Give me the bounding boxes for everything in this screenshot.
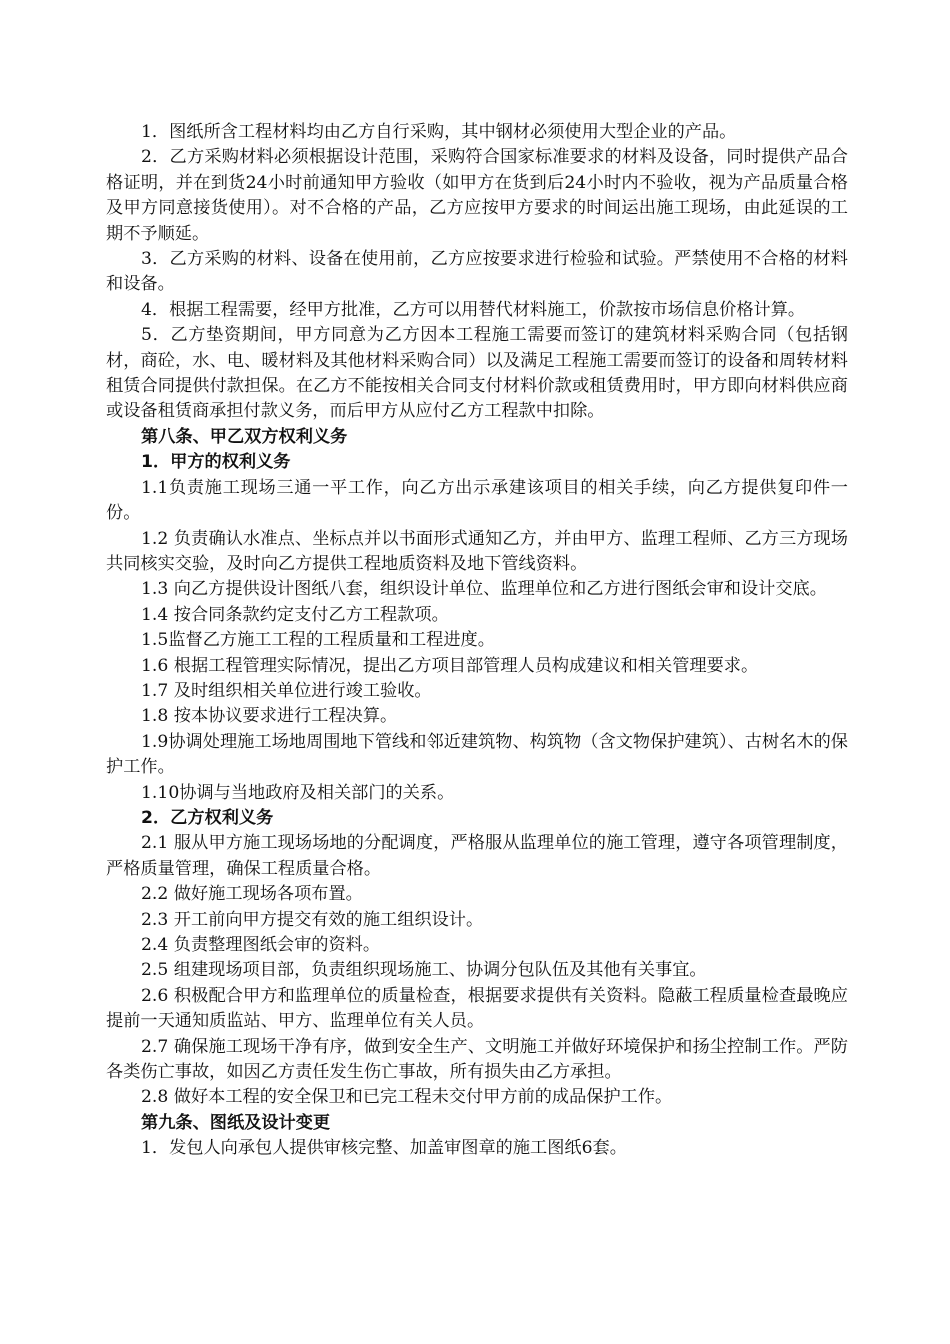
subsection-heading: 2．乙方权利义务 <box>141 807 274 828</box>
paragraph: 1.8 按本协议要求进行工程决算。 <box>141 706 398 727</box>
paragraph: 2.2 做好施工现场各项布置。 <box>141 884 363 905</box>
section-heading: 第八条、甲乙双方权利义务 <box>141 426 348 447</box>
paragraph: 1.9协调处理施工场地周围地下管线和邻近建筑物、构筑物（含文物保护建筑）、古树名木的保护工作。 <box>106 731 848 778</box>
paragraph: 1.7 及时组织相关单位进行竣工验收。 <box>141 680 432 701</box>
paragraph: 2.8 做好本工程的安全保卫和已完工程未交付甲方前的成品保护工作。 <box>141 1087 673 1108</box>
paragraph: 5．乙方垫资期间，甲方同意为乙方因本工程施工需要而签订的建筑材料采购合同（包括钢材，商砼，水、电、暖材料及其他材料采购合同）以及满足工程施工需要而签订的设备和周转材料租赁合同提供付款担保。在乙方不能按相关合同支付材料价款或租赁费用时，甲方即向材料供应商或设备租赁商承担付款义务，而后甲方从应付乙方工程款中扣除。 <box>106 325 848 422</box>
section-heading: 第九条、图纸及设计变更 <box>141 1112 331 1133</box>
paragraph: 1.1负责施工现场三通一平工作，向乙方出示承建该项目的相关手续，向乙方提供复印件一份。 <box>106 477 848 524</box>
paragraph: 2.4 负责整理图纸会审的资料。 <box>141 935 381 955</box>
paragraph: 1.2 负责确认水准点、坐标点并以书面形式通知乙方，并由甲方、监理工程师、乙方三方现场共同核实交验，及时向乙方提供工程地质资料及地下管线资料。 <box>106 528 848 574</box>
paragraph: 1.6 根据工程管理实际情况，提出乙方项目部管理人员构成建议和相关管理要求。 <box>141 655 759 676</box>
paragraph: 1．图纸所含工程材料均由乙方自行采购，其中钢材必须使用大型企业的产品。 <box>141 122 737 142</box>
paragraph: 2.5 组建现场项目部，负责组织现场施工、协调分包队伍及其他有关事宜。 <box>141 960 707 981</box>
paragraph: 1.5监督乙方施工工程的工程质量和工程进度。 <box>141 630 495 651</box>
subsection-heading: 1．甲方的权利义务 <box>141 452 291 473</box>
document-page <box>106 120 848 1162</box>
paragraph: 1.10协调与当地政府及相关部门的关系。 <box>141 782 455 803</box>
paragraph: 2.3 开工前向甲方提交有效的施工组织设计。 <box>141 909 484 930</box>
paragraph: 1.3 向乙方提供设计图纸八套，组织设计单位、监理单位和乙方进行图纸会审和设计交底。 <box>141 579 827 600</box>
paragraph: 2.7 确保施工现场干净有序，做到安全生产、文明施工并做好环境保护和扬尘控制工作。严防各类伤亡事故，如因乙方责任发生伤亡事故，所有损失由乙方承担。 <box>106 1036 848 1083</box>
paragraph: 2.6 积极配合甲方和监理单位的质量检查，根据要求提供有关资料。隐蔽工程质量检查最晚应提前一天通知质监站、甲方、监理单位有关人员。 <box>106 985 848 1032</box>
paragraph: 1.4 按合同条款约定支付乙方工程款项。 <box>141 604 449 625</box>
paragraph: 4．根据工程需要，经甲方批准，乙方可以用替代材料施工，价款按市场信息价格计算。 <box>141 299 806 320</box>
paragraph: 2.1 服从甲方施工现场场地的分配调度，严格服从监理单位的施工管理，遵守各项管理制度，严格质量管理，确保工程质量合格。 <box>106 833 848 879</box>
paragraph: 2．乙方采购材料必须根据设计范围，采购符合国家标准要求的材料及设备，同时提供产品合格证明，并在到货24小时前通知甲方验收（如甲方在货到后24小时内不验收，视为产品质量合格及甲方同意接货使用）。对不合格的产品，乙方应按甲方要求的时间运出施工现场，由此延误的工期不予顺延。 <box>106 147 848 244</box>
paragraph: 1．发包人向承包人提供审核完整、加盖审图章的施工图纸6套。 <box>141 1138 627 1159</box>
paragraph: 3．乙方采购的材料、设备在使用前，乙方应按要求进行检验和试验。严禁使用不合格的材料和设备。 <box>106 249 848 295</box>
